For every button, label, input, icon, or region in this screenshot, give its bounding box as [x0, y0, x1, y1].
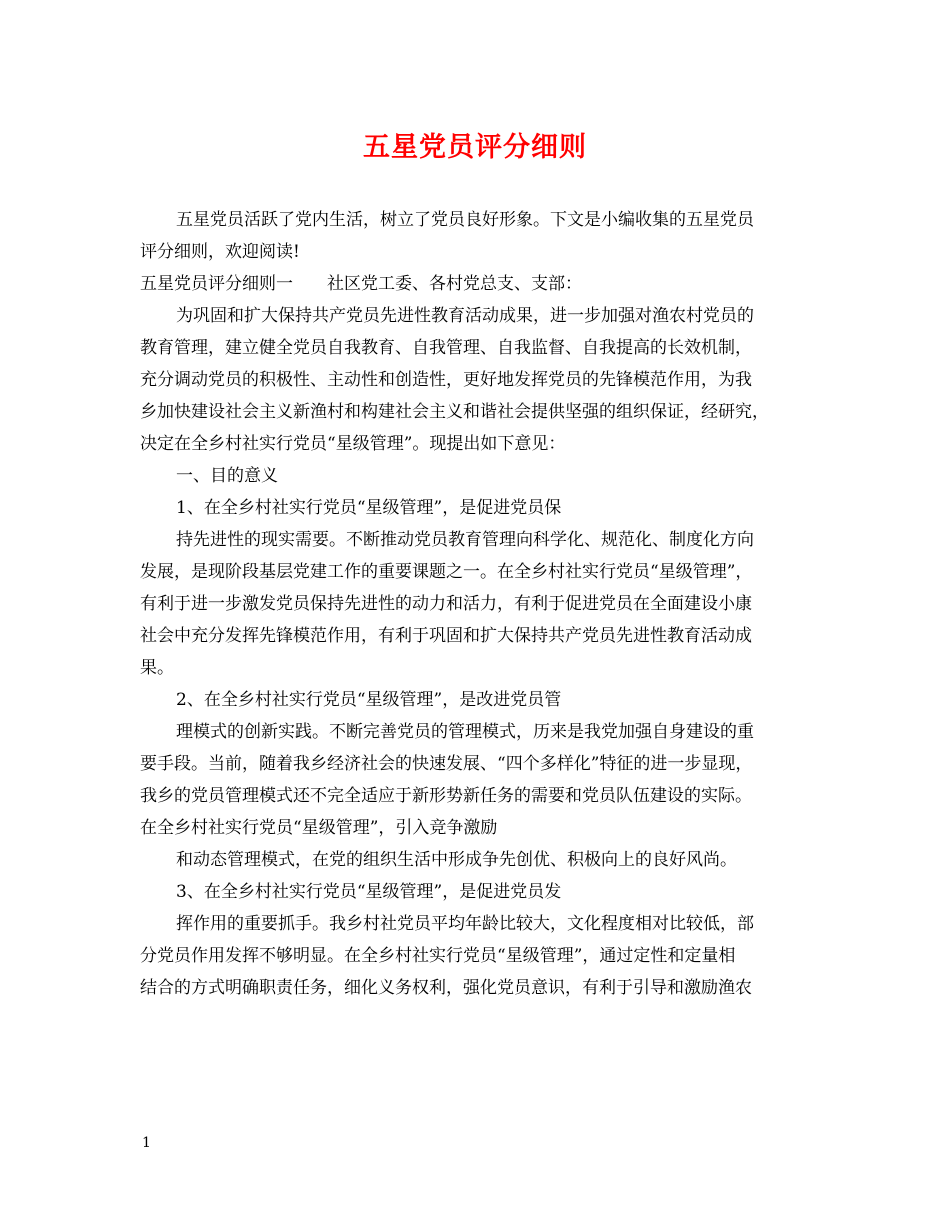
- body-line: 充分调动党员的积极性、主动性和创造性，更好地发挥党员的先锋模范作用，为我: [140, 370, 752, 390]
- document-body: [140, 204, 820, 1004]
- body-line: 2、在全乡村社实行党员“星级管理”，是改进党员管: [176, 690, 562, 710]
- body-line: 评分细则，欢迎阅读!: [140, 242, 300, 262]
- body-line: 在全乡村社实行党员“星级管理”，引入竞争激励: [140, 818, 498, 838]
- body-line: 理模式的创新实践。不断完善党员的管理模式，历来是我党加强自身建设的重: [176, 722, 754, 742]
- body-line: 要手段。当前，随着我乡经济社会的快速发展、“四个多样化”特征的进一步显现，: [140, 754, 753, 774]
- body-line: 我乡的党员管理模式还不完全适应于新形势新任务的需要和党员队伍建设的实际。: [140, 786, 752, 806]
- body-line: 为巩固和扩大保持共产党员先进性教育活动成果，进一步加强对渔农村党员的: [176, 306, 754, 326]
- body-line: 教育管理，建立健全党员自我教育、自我管理、自我监督、自我提高的长效机制，: [140, 338, 752, 358]
- body-line: 乡加快建设社会主义新渔村和构建社会主义和谐社会提供坚强的组织保证，经研究，: [140, 402, 769, 422]
- document-title: 五星党员评分细则: [363, 132, 587, 163]
- body-line: 五星党员评分细则一 社区党工委、各村党总支、支部：: [140, 274, 582, 294]
- body-line: 有利于进一步激发党员保持先进性的动力和活力，有利于促进党员在全面建设小康: [140, 594, 752, 614]
- body-line: 社会中充分发挥先锋模范作用，有利于巩固和扩大保持共产党员先进性教育活动成: [140, 626, 752, 646]
- body-line: 持先进性的现实需要。不断推动党员教育管理向科学化、规范化、制度化方向: [176, 530, 754, 550]
- body-line: 分党员作用发挥不够明显。在全乡村社实行党员“星级管理”，通过定性和定量相: [140, 946, 736, 966]
- body-line: 果。: [140, 658, 174, 678]
- body-line: 和动态管理模式，在党的组织生活中形成争先创优、积极向上的良好风尚。: [176, 850, 737, 870]
- body-line: 3、在全乡村社实行党员“星级管理”，是促进党员发: [176, 882, 562, 902]
- body-line: 决定在全乡村社实行党员“星级管理”。现提出如下意见：: [140, 434, 566, 454]
- body-line: 发展，是现阶段基层党建工作的重要课题之一。在全乡村社实行党员“星级管理”，: [140, 562, 753, 582]
- body-line: 挥作用的重要抓手。我乡村社党员平均年龄比较大，文化程度相对比较低，部: [176, 914, 754, 934]
- body-line: 1、在全乡村社实行党员“星级管理”，是促进党员保: [176, 498, 562, 518]
- body-line: 结合的方式明确职责任务，细化义务权利，强化党员意识，有利于引导和激励渔农: [140, 978, 752, 998]
- body-line: 一、目的意义: [176, 466, 278, 486]
- body-line: 五星党员活跃了党内生活，树立了党员良好形象。下文是小编收集的五星党员: [176, 210, 754, 230]
- page-number: 1: [142, 1135, 151, 1151]
